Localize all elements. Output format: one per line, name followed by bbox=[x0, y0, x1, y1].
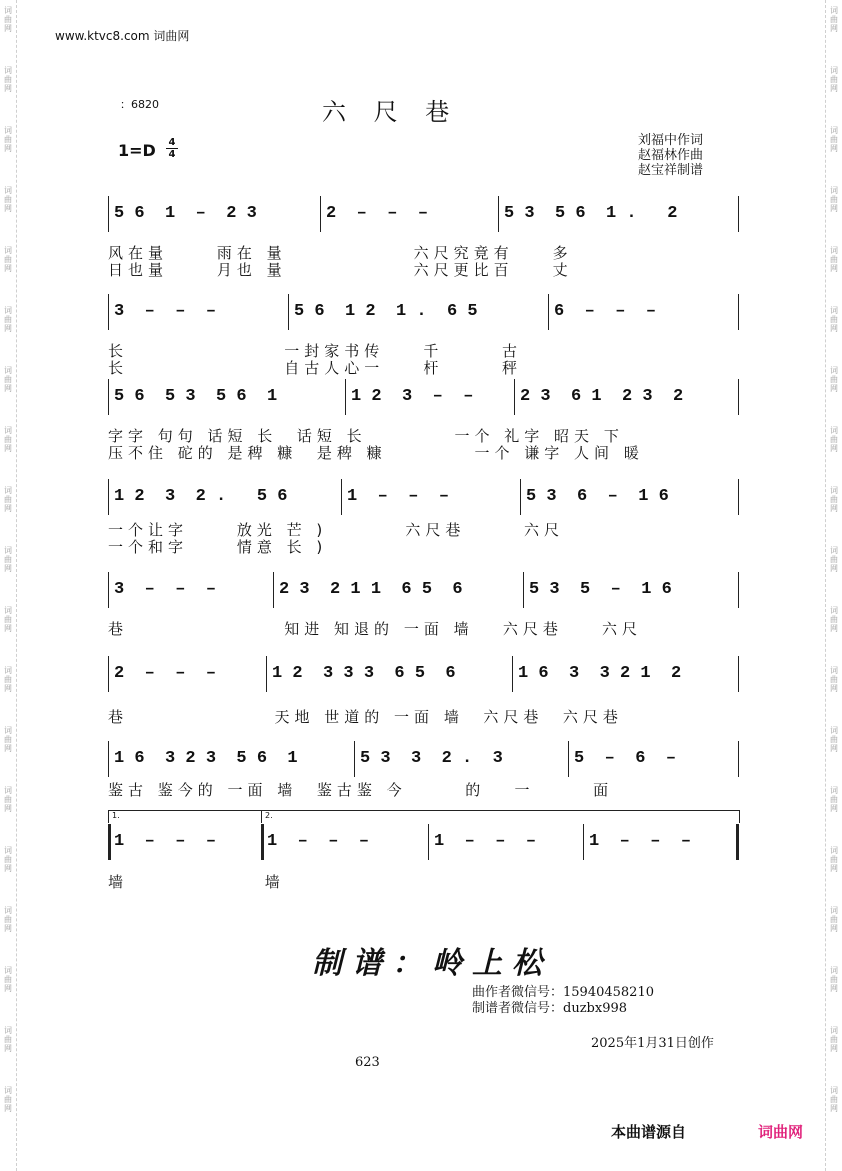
barline bbox=[288, 294, 289, 330]
watermark-mark bbox=[1, 366, 15, 393]
score-row bbox=[108, 381, 738, 415]
barline bbox=[320, 196, 321, 232]
watermark-char: 词 bbox=[830, 906, 838, 915]
watermark-mark bbox=[827, 126, 841, 153]
watermark-char: 网 bbox=[4, 924, 12, 933]
score-row bbox=[108, 296, 738, 330]
watermark-char: 曲 bbox=[4, 735, 12, 744]
watermark-char: 曲 bbox=[830, 975, 838, 984]
barline bbox=[108, 656, 109, 692]
barline bbox=[108, 824, 111, 860]
watermark-char: 网 bbox=[4, 264, 12, 273]
watermark-char: 词 bbox=[4, 846, 12, 855]
lyricist-credit: 刘福中作词 bbox=[638, 133, 704, 148]
barline bbox=[514, 379, 515, 415]
composer-credit: 赵福林作曲 bbox=[638, 148, 704, 163]
barline bbox=[512, 656, 513, 692]
watermark-char: 网 bbox=[830, 924, 838, 933]
lyric-line: 长 自古人心一 杆 秤 bbox=[108, 359, 522, 377]
barline bbox=[354, 741, 355, 777]
barline bbox=[428, 824, 429, 860]
contact-block bbox=[472, 985, 654, 1017]
watermark-char: 曲 bbox=[4, 75, 12, 84]
watermark-char: 词 bbox=[4, 666, 12, 675]
left-watermark-strip bbox=[0, 0, 17, 1171]
watermark-char: 曲 bbox=[830, 195, 838, 204]
watermark-mark bbox=[1, 546, 15, 573]
watermark-char: 词 bbox=[830, 846, 838, 855]
watermark-char: 曲 bbox=[830, 375, 838, 384]
watermark-char: 曲 bbox=[4, 975, 12, 984]
barline bbox=[738, 196, 739, 232]
lyric-line: 一个和字 情意 长 ) bbox=[108, 538, 328, 556]
score-row bbox=[108, 574, 738, 608]
score-row bbox=[108, 198, 738, 232]
score-row bbox=[108, 811, 738, 860]
watermark-char: 网 bbox=[830, 744, 838, 753]
watermark-mark bbox=[827, 246, 841, 273]
watermark-mark bbox=[827, 426, 841, 453]
measure-notes: 1 6 3 2 3 5 6 1 bbox=[114, 749, 298, 768]
measure-notes: 5 3 6 – 1 6 bbox=[526, 487, 669, 506]
measure-notes: 5 3 5 – 1 6 bbox=[529, 580, 672, 599]
lyric-line: 日也量 月也 量 六尺更比百 丈 bbox=[108, 261, 573, 279]
watermark-mark bbox=[827, 6, 841, 33]
measure-notes: 2 3 6 1 2 3 2 bbox=[520, 387, 684, 406]
barline bbox=[108, 294, 109, 330]
measure-notes: 6 – – – bbox=[554, 302, 657, 321]
measure-notes: 5 6 1 2 1 . 6 5 bbox=[294, 302, 478, 321]
watermark-char: 词 bbox=[830, 486, 838, 495]
watermark-char: 网 bbox=[830, 444, 838, 453]
watermark-mark bbox=[1, 306, 15, 333]
lyric-line: 鉴古 鉴今的 一面 墙 鉴古鉴 今 的 一 面 bbox=[108, 781, 614, 799]
watermark-mark bbox=[827, 786, 841, 813]
watermark-char: 词 bbox=[4, 66, 12, 75]
score-row bbox=[108, 481, 738, 515]
watermark-char: 网 bbox=[830, 204, 838, 213]
watermark-char: 词 bbox=[830, 1026, 838, 1035]
time-bottom: 4 bbox=[166, 148, 178, 160]
watermark-mark bbox=[827, 66, 841, 93]
watermark-mark bbox=[827, 726, 841, 753]
barline bbox=[108, 741, 109, 777]
volta-second-ending: 2. bbox=[261, 810, 740, 823]
watermark-char: 词 bbox=[830, 786, 838, 795]
watermark-char: 词 bbox=[4, 966, 12, 975]
watermark-char: 词 bbox=[830, 1086, 838, 1095]
watermark-mark bbox=[1, 246, 15, 273]
measure-notes: 3 – – – bbox=[114, 302, 217, 321]
measure-notes: 1 – – – bbox=[114, 832, 217, 851]
measure-notes: 1 – – – bbox=[347, 487, 450, 506]
measure-notes: 1 2 3 3 3 6 5 6 bbox=[272, 664, 456, 683]
measure-notes: 1 2 3 – – bbox=[351, 387, 474, 406]
watermark-char: 词 bbox=[830, 726, 838, 735]
watermark-char: 词 bbox=[4, 906, 12, 915]
watermark-char: 词 bbox=[830, 306, 838, 315]
watermark-char: 词 bbox=[4, 1086, 12, 1095]
watermark-mark bbox=[827, 186, 841, 213]
watermark-char: 网 bbox=[4, 804, 12, 813]
watermark-char: 词 bbox=[4, 486, 12, 495]
watermark-mark bbox=[1, 906, 15, 933]
watermark-mark bbox=[827, 846, 841, 873]
watermark-char: 网 bbox=[4, 684, 12, 693]
watermark-char: 曲 bbox=[4, 1095, 12, 1104]
watermark-char: 曲 bbox=[830, 1095, 838, 1104]
watermark-char: 曲 bbox=[4, 795, 12, 804]
watermark-mark bbox=[1, 726, 15, 753]
barline bbox=[583, 824, 584, 860]
watermark-char: 网 bbox=[4, 24, 12, 33]
transcriber-wechat: 制谱者微信号：duzbx998 bbox=[472, 1001, 628, 1016]
watermark-char: 词 bbox=[4, 6, 12, 15]
barline bbox=[736, 824, 739, 860]
watermark-char: 网 bbox=[830, 624, 838, 633]
measure-notes: 5 – 6 – bbox=[574, 749, 677, 768]
score-row bbox=[108, 743, 738, 777]
barline bbox=[108, 196, 109, 232]
watermark-char: 曲 bbox=[4, 15, 12, 24]
barline bbox=[738, 741, 739, 777]
barline bbox=[341, 479, 342, 515]
watermark-char: 曲 bbox=[830, 555, 838, 564]
watermark-char: 网 bbox=[4, 204, 12, 213]
watermark-char: 曲 bbox=[830, 1035, 838, 1044]
barline bbox=[266, 656, 267, 692]
watermark-char: 曲 bbox=[4, 915, 12, 924]
watermark-char: 网 bbox=[4, 384, 12, 393]
watermark-mark bbox=[1, 186, 15, 213]
watermark-char: 曲 bbox=[4, 375, 12, 384]
key-signature: 1=D bbox=[118, 141, 156, 160]
volta-first-ending: 1. bbox=[108, 810, 262, 823]
lyric-line: 风在量 雨在 量 六尺究竟有 多 bbox=[108, 244, 573, 262]
footer-brand-link[interactable]: 词曲网 bbox=[758, 1123, 804, 1141]
credits bbox=[638, 133, 703, 178]
watermark-mark bbox=[1, 1026, 15, 1053]
barline bbox=[520, 479, 521, 515]
watermark-char: 曲 bbox=[4, 555, 12, 564]
page-number: 623 bbox=[355, 1055, 380, 1070]
watermark-char: 词 bbox=[4, 786, 12, 795]
lyric-line: 墙 墙 bbox=[108, 873, 285, 891]
watermark-char: 曲 bbox=[830, 855, 838, 864]
lyric-line: 巷 天地 世道的 一面 墙 六尺巷 六尺巷 bbox=[108, 708, 623, 726]
watermark-char: 词 bbox=[4, 186, 12, 195]
watermark-mark bbox=[1, 606, 15, 633]
watermark-char: 词 bbox=[4, 366, 12, 375]
watermark-char: 曲 bbox=[4, 855, 12, 864]
barline bbox=[548, 294, 549, 330]
watermark-char: 网 bbox=[830, 24, 838, 33]
measure-notes: 2 – – – bbox=[114, 664, 217, 683]
watermark-char: 词 bbox=[830, 186, 838, 195]
watermark-char: 网 bbox=[830, 984, 838, 993]
measure-notes: 5 6 5 3 5 6 1 bbox=[114, 387, 278, 406]
watermark-char: 网 bbox=[4, 1044, 12, 1053]
lyric-line: 字字 句句 话短 长 话短 长 一个 礼字 昭天 下 bbox=[108, 427, 624, 445]
watermark-mark bbox=[827, 306, 841, 333]
watermark-char: 词 bbox=[4, 126, 12, 135]
watermark-char: 网 bbox=[830, 1044, 838, 1053]
watermark-char: 曲 bbox=[830, 75, 838, 84]
measure-notes: 2 – – – bbox=[326, 204, 429, 223]
watermark-char: 词 bbox=[830, 666, 838, 675]
watermark-char: 曲 bbox=[4, 135, 12, 144]
measure-notes: 3 – – – bbox=[114, 580, 217, 599]
barline bbox=[738, 294, 739, 330]
watermark-char: 曲 bbox=[4, 675, 12, 684]
watermark-char: 网 bbox=[4, 984, 12, 993]
watermark-char: 网 bbox=[830, 564, 838, 573]
barline bbox=[108, 572, 109, 608]
barline bbox=[108, 379, 109, 415]
footer-source-label: 本曲谱源自 bbox=[611, 1123, 687, 1141]
watermark-mark bbox=[827, 906, 841, 933]
barline bbox=[498, 196, 499, 232]
composer-wechat: 曲作者微信号：15940458210 bbox=[472, 985, 654, 1000]
watermark-char: 网 bbox=[830, 804, 838, 813]
watermark-char: 曲 bbox=[830, 255, 838, 264]
barline bbox=[273, 572, 274, 608]
time-signature bbox=[166, 137, 178, 160]
signature: 制谱：岭上松 bbox=[312, 946, 552, 981]
watermark-char: 网 bbox=[830, 144, 838, 153]
watermark-char: 词 bbox=[4, 246, 12, 255]
page-title: 六 尺 巷 bbox=[322, 98, 460, 126]
measure-notes: 5 6 1 – 2 3 bbox=[114, 204, 257, 223]
measure-notes: 5 3 5 6 1 . 2 bbox=[504, 204, 678, 223]
lyric-line: 巷 知进 知退的 一面 墙 六尺巷 六尺 bbox=[108, 620, 642, 638]
barline bbox=[738, 656, 739, 692]
song-id: ：6820 bbox=[120, 98, 159, 111]
watermark-char: 网 bbox=[830, 324, 838, 333]
barline bbox=[345, 379, 346, 415]
watermark-char: 网 bbox=[4, 864, 12, 873]
watermark-char: 曲 bbox=[830, 435, 838, 444]
watermark-mark bbox=[827, 546, 841, 573]
watermark-char: 曲 bbox=[4, 255, 12, 264]
measure-notes: 1 – – – bbox=[267, 832, 370, 851]
right-watermark-strip bbox=[825, 0, 842, 1171]
watermark-mark bbox=[1, 426, 15, 453]
watermark-char: 曲 bbox=[4, 615, 12, 624]
watermark-char: 网 bbox=[4, 504, 12, 513]
barline bbox=[738, 572, 739, 608]
lyric-line: 长 一封家书传 千 古 bbox=[108, 342, 522, 360]
score-row bbox=[108, 658, 738, 692]
watermark-char: 网 bbox=[830, 684, 838, 693]
creation-date: 2025年1月31日创作 bbox=[591, 1036, 714, 1051]
watermark-char: 词 bbox=[4, 306, 12, 315]
watermark-mark bbox=[1, 1086, 15, 1113]
watermark-char: 网 bbox=[830, 84, 838, 93]
watermark-char: 曲 bbox=[4, 1035, 12, 1044]
watermark-char: 网 bbox=[4, 1104, 12, 1113]
watermark-char: 词 bbox=[830, 66, 838, 75]
watermark-char: 曲 bbox=[4, 315, 12, 324]
time-top: 4 bbox=[168, 137, 176, 148]
watermark-mark bbox=[1, 846, 15, 873]
watermark-char: 曲 bbox=[830, 135, 838, 144]
barline bbox=[108, 479, 109, 515]
watermark-char: 词 bbox=[830, 366, 838, 375]
watermark-char: 曲 bbox=[830, 795, 838, 804]
barline bbox=[738, 479, 739, 515]
barline bbox=[568, 741, 569, 777]
watermark-char: 曲 bbox=[4, 195, 12, 204]
watermark-char: 词 bbox=[4, 426, 12, 435]
watermark-char: 网 bbox=[830, 264, 838, 273]
watermark-char: 网 bbox=[4, 624, 12, 633]
measure-notes: 1 – – – bbox=[589, 832, 692, 851]
barline bbox=[738, 379, 739, 415]
watermark-mark bbox=[1, 786, 15, 813]
watermark-mark bbox=[1, 666, 15, 693]
watermark-mark bbox=[1, 66, 15, 93]
watermark-char: 曲 bbox=[830, 675, 838, 684]
watermark-char: 词 bbox=[830, 126, 838, 135]
watermark-mark bbox=[827, 606, 841, 633]
watermark-mark bbox=[1, 126, 15, 153]
watermark-char: 词 bbox=[830, 246, 838, 255]
barline bbox=[261, 824, 264, 860]
watermark-mark bbox=[827, 966, 841, 993]
watermark-char: 曲 bbox=[830, 915, 838, 924]
watermark-mark bbox=[1, 486, 15, 513]
watermark-char: 网 bbox=[4, 324, 12, 333]
watermark-char: 曲 bbox=[830, 315, 838, 324]
measure-notes: 1 – – – bbox=[434, 832, 537, 851]
watermark-char: 网 bbox=[4, 564, 12, 573]
watermark-char: 曲 bbox=[830, 615, 838, 624]
watermark-char: 词 bbox=[830, 6, 838, 15]
site-header: www.ktvc8.com 词曲网 bbox=[55, 29, 190, 43]
watermark-char: 曲 bbox=[830, 735, 838, 744]
measure-notes: 2 3 2 1 1 6 5 6 bbox=[279, 580, 463, 599]
watermark-char: 网 bbox=[4, 444, 12, 453]
measure-notes: 1 2 3 2 . 5 6 bbox=[114, 487, 288, 506]
watermark-char: 网 bbox=[830, 864, 838, 873]
barline bbox=[523, 572, 524, 608]
watermark-char: 词 bbox=[4, 606, 12, 615]
transcriber-credit: 赵宝祥制谱 bbox=[638, 163, 704, 178]
watermark-mark bbox=[827, 1026, 841, 1053]
watermark-mark bbox=[827, 1086, 841, 1113]
watermark-char: 词 bbox=[830, 426, 838, 435]
watermark-char: 网 bbox=[4, 744, 12, 753]
watermark-char: 词 bbox=[4, 546, 12, 555]
watermark-char: 词 bbox=[830, 546, 838, 555]
watermark-mark bbox=[827, 486, 841, 513]
watermark-char: 网 bbox=[830, 1104, 838, 1113]
watermark-char: 词 bbox=[4, 1026, 12, 1035]
watermark-mark bbox=[1, 966, 15, 993]
watermark-mark bbox=[827, 366, 841, 393]
watermark-char: 曲 bbox=[4, 435, 12, 444]
watermark-char: 曲 bbox=[830, 495, 838, 504]
lyric-line: 压不住 砣的 是稗 糠 是稗 糠 一个 谦字 人间 暖 bbox=[108, 444, 644, 462]
watermark-mark bbox=[827, 666, 841, 693]
watermark-char: 词 bbox=[830, 966, 838, 975]
watermark-char: 网 bbox=[830, 504, 838, 513]
measure-notes: 1 6 3 3 2 1 2 bbox=[518, 664, 682, 683]
watermark-char: 网 bbox=[4, 84, 12, 93]
watermark-char: 词 bbox=[830, 606, 838, 615]
watermark-char: 曲 bbox=[4, 495, 12, 504]
watermark-mark bbox=[1, 6, 15, 33]
lyric-line: 一个让字 放光 芒 ) 六尺巷 六尺 bbox=[108, 521, 564, 539]
watermark-char: 曲 bbox=[830, 15, 838, 24]
watermark-char: 词 bbox=[4, 726, 12, 735]
watermark-char: 网 bbox=[830, 384, 838, 393]
watermark-char: 网 bbox=[4, 144, 12, 153]
measure-notes: 5 3 3 2 . 3 bbox=[360, 749, 503, 768]
